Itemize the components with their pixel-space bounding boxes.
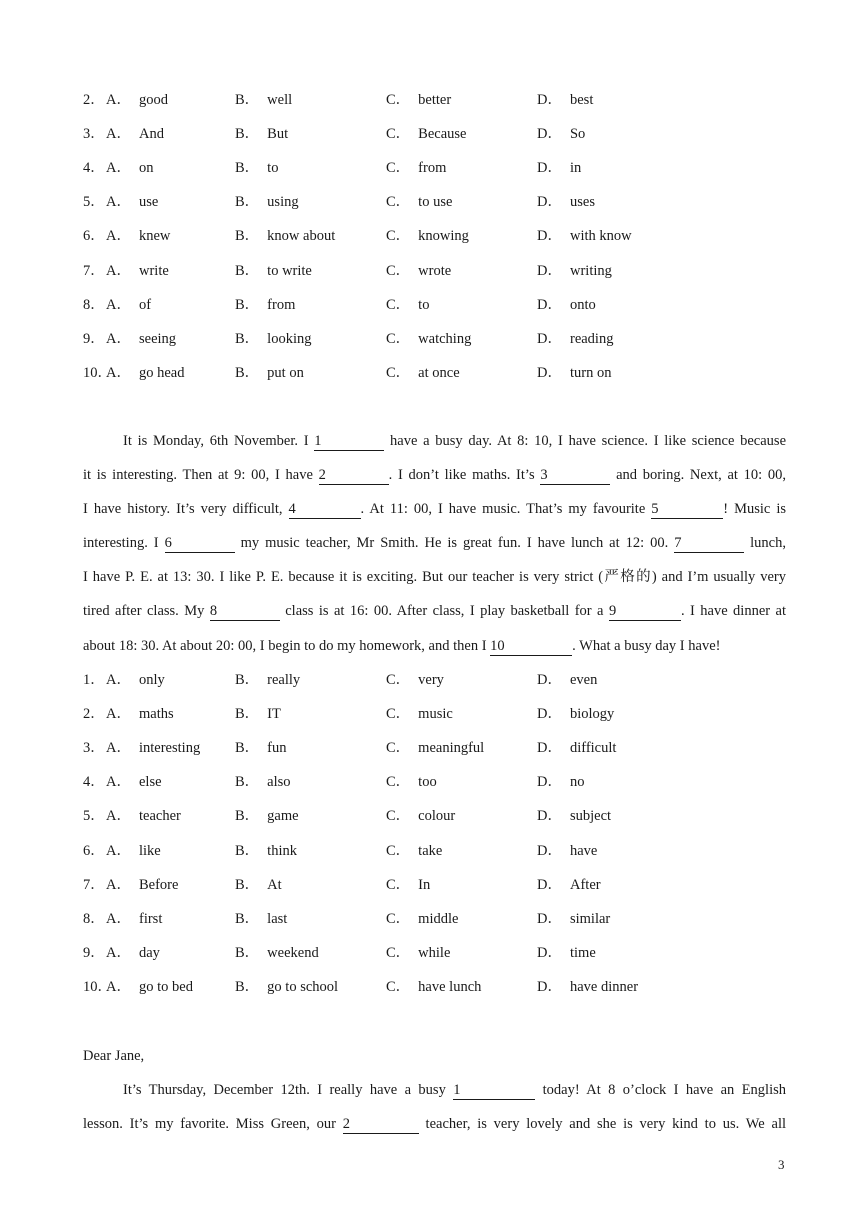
option-b[interactable]: [235, 806, 299, 826]
option-text: using: [267, 194, 299, 211]
option-text: And: [138, 126, 164, 143]
option-c[interactable]: [386, 704, 453, 724]
option-c[interactable]: [386, 226, 469, 246]
option-c[interactable]: [386, 772, 437, 792]
option-d[interactable]: [537, 158, 581, 178]
option-b[interactable]: [235, 943, 319, 963]
option-b[interactable]: [235, 977, 338, 997]
option-c[interactable]: [386, 909, 458, 929]
option-text: uses: [569, 194, 595, 211]
option-a[interactable]: [106, 704, 174, 724]
option-b[interactable]: [235, 909, 287, 929]
option-c[interactable]: [386, 806, 455, 826]
option-text: maths: [138, 706, 174, 723]
option-a[interactable]: [106, 875, 178, 895]
option-b[interactable]: [235, 261, 312, 281]
option-text: well: [267, 92, 293, 108]
option-b[interactable]: [235, 670, 300, 690]
option-a[interactable]: [106, 124, 164, 144]
question-number: [83, 841, 105, 861]
option-d[interactable]: [537, 738, 616, 758]
option-text: teacher: [138, 808, 181, 825]
option-text: really: [267, 672, 301, 688]
option-letter: C．: [386, 808, 411, 825]
option-c[interactable]: [386, 261, 451, 281]
option-text: knowing: [418, 228, 469, 245]
option-letter: 2．: [83, 92, 105, 108]
answer-blank[interactable]: 1: [453, 1082, 535, 1100]
option-a[interactable]: [106, 772, 162, 792]
answer-blank[interactable]: 6: [165, 535, 235, 553]
option-c[interactable]: [386, 158, 446, 178]
option-letter: B．: [235, 364, 260, 381]
option-b[interactable]: [235, 841, 297, 861]
option-c[interactable]: [386, 329, 471, 349]
option-letter: B．: [235, 262, 260, 279]
option-letter: C．: [386, 944, 411, 961]
option-text: IT: [267, 706, 281, 723]
option-letter: A．: [106, 92, 131, 108]
option-text: biology: [569, 706, 615, 723]
option-text: very: [418, 672, 444, 688]
option-text: to write: [267, 262, 312, 279]
option-text: After: [569, 876, 601, 893]
option-text: have: [569, 842, 598, 859]
option-text: best: [569, 92, 594, 108]
option-letter: A．: [106, 194, 131, 211]
option-text: have dinner: [569, 978, 639, 995]
question-number: [83, 670, 105, 690]
question-number: [83, 875, 105, 895]
option-c[interactable]: [386, 841, 442, 861]
option-text: music: [418, 706, 453, 723]
option-letter: C．: [386, 92, 411, 108]
option-letter: A．: [106, 774, 131, 791]
option-letter: 6．: [83, 842, 105, 859]
option-letter: A．: [106, 706, 131, 723]
option-letter: A．: [106, 160, 131, 177]
option-letter: B．: [235, 978, 260, 995]
option-d[interactable]: [537, 841, 597, 861]
option-b[interactable]: [235, 875, 282, 895]
option-text: put on: [267, 364, 304, 381]
option-letter: C．: [386, 228, 411, 245]
option-letter: A．: [106, 672, 131, 688]
option-text: write: [138, 262, 169, 279]
option-letter: 4．: [83, 160, 105, 177]
option-letter: B．: [235, 228, 260, 245]
option-text: have lunch: [418, 978, 482, 995]
option-letter: C．: [386, 672, 411, 688]
option-letter: 9．: [83, 944, 105, 961]
option-text: Because: [418, 126, 467, 143]
answer-blank[interactable]: 9: [609, 603, 681, 621]
answer-blank[interactable]: 7: [674, 535, 744, 553]
option-letter: B．: [235, 194, 260, 211]
option-text: game: [267, 808, 299, 825]
answer-blank[interactable]: 10: [490, 638, 572, 656]
option-letter: 5．: [83, 194, 105, 211]
option-a[interactable]: [106, 670, 165, 690]
option-d[interactable]: [537, 704, 614, 724]
option-letter: C．: [386, 978, 411, 995]
option-d[interactable]: [537, 772, 584, 792]
option-text: think: [267, 842, 297, 859]
question-number: [83, 943, 105, 963]
option-a[interactable]: [106, 261, 169, 281]
passage-line: I have P. E. at 13: 30. I like P. E. because it is exciting. But our teacher is very strict (严格的) and I’m usually very: [83, 569, 786, 586]
option-a[interactable]: [106, 295, 151, 315]
passage-line: It is Monday, 6th November. I 1 have a busy day. At 8: 10, I have science. I like science because: [123, 433, 787, 449]
answer-blank[interactable]: 1: [314, 433, 384, 451]
option-text: middle: [418, 910, 459, 927]
option-b[interactable]: [235, 772, 291, 792]
option-letter: B．: [235, 842, 260, 859]
option-text: also: [267, 774, 291, 791]
option-c[interactable]: [386, 124, 466, 144]
question-number: [83, 738, 105, 758]
question-number: [83, 226, 105, 246]
option-letter: 6．: [83, 228, 105, 245]
question-number: [83, 261, 105, 281]
option-letter: B．: [235, 944, 260, 961]
passage-line: tired after class. My 8 class is at 16: 00. After class, I play basketball for a 9 . I have dinner at: [83, 603, 786, 620]
question-number: [83, 90, 105, 110]
option-letter: D．: [537, 228, 562, 245]
option-letter: A．: [106, 978, 131, 995]
option-text: turn on: [569, 364, 612, 381]
question-number: [83, 806, 105, 826]
option-text: difficult: [569, 740, 617, 757]
option-d[interactable]: [537, 90, 593, 110]
option-c[interactable]: [386, 295, 429, 315]
option-letter: C．: [386, 296, 411, 313]
option-letter: A．: [106, 126, 131, 143]
passage-line: I have history. It’s very difficult, 4 . At 11: 00, I have music. That’s my favourite 5 ! Music is: [83, 501, 787, 518]
option-letter: D．: [537, 262, 562, 279]
letter-line: lesson. It’s my favorite. Miss Green, our 2 teacher, is very lovely and she is very kind to us. We all: [83, 1116, 787, 1133]
option-letter: 9．: [83, 330, 105, 347]
option-text: in: [569, 160, 582, 177]
option-d[interactable]: [537, 943, 596, 963]
option-a[interactable]: [106, 158, 153, 178]
question-number: [83, 772, 105, 792]
option-text: knew: [138, 228, 171, 245]
option-text: interesting: [138, 740, 201, 757]
option-a[interactable]: [106, 192, 158, 212]
option-b[interactable]: [235, 158, 278, 178]
option-text: day: [138, 944, 160, 961]
option-letter: C．: [386, 706, 411, 723]
option-text: onto: [569, 296, 596, 313]
option-d[interactable]: [537, 977, 638, 997]
option-text: reading: [569, 330, 614, 347]
option-letter: 3．: [83, 126, 105, 143]
option-letter: D．: [537, 876, 562, 893]
option-letter: A．: [106, 740, 131, 757]
option-text: no: [569, 774, 585, 791]
option-a[interactable]: [106, 909, 162, 929]
answer-blank[interactable]: 8: [210, 603, 280, 621]
option-text: watching: [418, 330, 472, 347]
option-text: on: [138, 160, 154, 177]
option-b[interactable]: [235, 192, 299, 212]
option-text: writing: [569, 262, 612, 279]
question-number: [83, 909, 105, 929]
option-text: looking: [267, 330, 312, 347]
passage-line: about 18: 30. At about 20: 00, I begin to do my homework, and then I 10 . What a busy day I have!: [83, 637, 721, 654]
cloze-passage-2: [83, 424, 786, 663]
option-text: take: [418, 842, 443, 859]
answer-blank[interactable]: 2: [343, 1116, 419, 1134]
option-text: At: [267, 876, 282, 893]
option-d[interactable]: [537, 670, 597, 690]
option-letter: D．: [537, 330, 562, 347]
option-d[interactable]: [537, 124, 585, 144]
option-letter: C．: [386, 194, 411, 211]
option-letter: 5．: [83, 808, 105, 825]
option-a[interactable]: [106, 738, 200, 758]
option-text: subject: [569, 808, 612, 825]
option-letter: A．: [106, 262, 131, 279]
option-letter: C．: [386, 126, 411, 143]
question-number: [83, 158, 105, 178]
question-number: [83, 329, 105, 349]
option-letter: A．: [106, 842, 131, 859]
option-letter: D．: [537, 978, 562, 995]
answer-blank[interactable]: 3: [540, 467, 610, 485]
option-d[interactable]: [537, 226, 632, 246]
option-letter: B．: [235, 740, 260, 757]
option-letter: C．: [386, 842, 411, 859]
option-text: to: [267, 160, 279, 177]
option-letter: A．: [106, 228, 131, 245]
option-letter: A．: [106, 296, 131, 313]
option-b[interactable]: [235, 363, 304, 383]
option-a[interactable]: [106, 226, 170, 246]
option-letter: B．: [235, 876, 260, 893]
option-a[interactable]: [106, 329, 176, 349]
question-number: [83, 704, 105, 724]
option-text: In: [418, 876, 431, 893]
option-d[interactable]: [537, 806, 611, 826]
option-b[interactable]: [235, 738, 287, 758]
question-number: [83, 124, 105, 144]
option-letter: C．: [386, 330, 411, 347]
option-letter: A．: [106, 330, 131, 347]
option-c[interactable]: [386, 875, 430, 895]
option-c[interactable]: [386, 363, 460, 383]
option-b[interactable]: [235, 226, 335, 246]
option-letter: D．: [537, 842, 562, 859]
option-d[interactable]: [537, 363, 611, 383]
option-text: to use: [418, 194, 453, 211]
option-letter: B．: [235, 126, 260, 143]
option-a[interactable]: [106, 977, 193, 997]
option-d[interactable]: [537, 295, 596, 315]
option-text: So: [569, 126, 586, 143]
option-letter: C．: [386, 364, 411, 381]
option-letter: 10．: [83, 364, 112, 381]
option-text: first: [138, 910, 163, 927]
passage-line: it is interesting. Then at 9: 00, I have 2 . I don’t like maths. It’s 3 and boring. Next, at 10: 00,: [83, 467, 787, 484]
option-letter: D．: [537, 126, 562, 143]
option-text: better: [418, 92, 452, 108]
option-a[interactable]: [106, 363, 184, 383]
option-a[interactable]: [106, 90, 168, 110]
option-letter: B．: [235, 706, 260, 723]
option-text: time: [569, 944, 596, 961]
option-letter: A．: [106, 944, 131, 961]
option-letter: B．: [235, 92, 260, 108]
question-number: [83, 192, 105, 212]
option-text: of: [138, 296, 152, 313]
option-b[interactable]: [235, 295, 295, 315]
option-c[interactable]: [386, 90, 451, 110]
option-letter: C．: [386, 262, 411, 279]
option-letter: C．: [386, 876, 411, 893]
option-text: Before: [138, 876, 179, 893]
option-text: fun: [267, 740, 287, 757]
option-letter: A．: [106, 808, 131, 825]
option-text: weekend: [267, 944, 319, 961]
option-d[interactable]: [537, 875, 601, 895]
option-d[interactable]: [537, 909, 610, 929]
option-letter: B．: [235, 910, 260, 927]
option-letter: B．: [235, 296, 260, 313]
option-letter: C．: [386, 910, 411, 927]
option-a[interactable]: [106, 943, 160, 963]
option-letter: 8．: [83, 296, 105, 313]
option-letter: D．: [537, 808, 562, 825]
option-b[interactable]: [235, 329, 311, 349]
option-letter: B．: [235, 774, 260, 791]
option-c[interactable]: [386, 670, 444, 690]
option-c[interactable]: [386, 738, 484, 758]
option-letter: 4．: [83, 774, 105, 791]
option-d[interactable]: [537, 192, 595, 212]
option-text: go head: [138, 364, 185, 381]
option-letter: D．: [537, 194, 562, 211]
option-text: to: [418, 296, 430, 313]
option-c[interactable]: [386, 977, 481, 997]
option-text: colour: [418, 808, 456, 825]
option-text: use: [138, 194, 159, 211]
option-text: at once: [418, 364, 460, 381]
option-text: seeing: [138, 330, 177, 347]
option-letter: B．: [235, 160, 260, 177]
answer-blank[interactable]: 2: [319, 467, 389, 485]
answer-blank[interactable]: 4: [289, 501, 361, 519]
option-letter: C．: [386, 774, 411, 791]
option-d[interactable]: [537, 261, 612, 281]
option-letter: D．: [537, 740, 562, 757]
option-letter: D．: [537, 92, 562, 108]
page-number: 3: [778, 1157, 785, 1172]
option-text: similar: [569, 910, 611, 927]
option-letter: B．: [235, 330, 260, 347]
option-letter: 3．: [83, 740, 105, 757]
option-letter: C．: [386, 740, 411, 757]
option-letter: 8．: [83, 910, 105, 927]
option-text: meaningful: [418, 740, 485, 757]
option-text: know about: [267, 228, 336, 245]
option-text: go to school: [267, 978, 339, 995]
option-letter: D．: [537, 774, 562, 791]
option-letter: A．: [106, 876, 131, 893]
option-letter: D．: [537, 910, 562, 927]
letter-line: It’s Thursday, December 12th. I really have a busy 1 today! At 8 o’clock I have an English: [123, 1082, 787, 1098]
option-a[interactable]: [106, 806, 181, 826]
option-letter: 1．: [83, 672, 105, 688]
option-text: last: [267, 910, 288, 927]
option-letter: D．: [537, 296, 562, 313]
option-text: with know: [569, 228, 632, 245]
letter-salutation: Dear Jane,: [83, 1048, 145, 1064]
option-letter: D．: [537, 672, 562, 688]
option-letter: D．: [537, 160, 562, 177]
option-text: even: [569, 672, 598, 688]
passage-line: interesting. I 6 my music teacher, Mr Smith. He is great fun. I have lunch at 12: 00. 7 lunch,: [83, 535, 786, 552]
option-text: like: [138, 842, 161, 859]
option-text: go to bed: [138, 978, 193, 995]
answer-blank[interactable]: 5: [651, 501, 723, 519]
option-b[interactable]: [235, 124, 288, 144]
option-letter: 10．: [83, 978, 112, 995]
option-c[interactable]: [386, 943, 450, 963]
option-text: too: [418, 774, 437, 791]
option-letter: 7．: [83, 262, 105, 279]
option-letter: B．: [235, 672, 260, 688]
option-letter: D．: [537, 944, 562, 961]
option-letter: D．: [537, 364, 562, 381]
option-letter: B．: [235, 808, 260, 825]
question-number: [83, 295, 105, 315]
option-d[interactable]: [537, 329, 613, 349]
option-a[interactable]: [106, 841, 161, 861]
option-c[interactable]: [386, 192, 452, 212]
option-letter: 7．: [83, 876, 105, 893]
option-text: wrote: [418, 262, 452, 279]
option-text: But: [267, 126, 289, 143]
option-text: only: [138, 672, 165, 688]
option-text: good: [138, 92, 168, 108]
option-letter: C．: [386, 160, 411, 177]
option-text: else: [138, 774, 162, 791]
option-text: while: [418, 944, 451, 961]
option-letter: A．: [106, 364, 131, 381]
letter-body: [83, 1073, 786, 1141]
option-letter: 2．: [83, 706, 105, 723]
option-text: from: [267, 296, 296, 313]
option-letter: A．: [106, 910, 131, 927]
option-text: from: [418, 160, 447, 177]
option-letter: D．: [537, 706, 562, 723]
option-b[interactable]: [235, 90, 292, 110]
option-b[interactable]: [235, 704, 281, 724]
